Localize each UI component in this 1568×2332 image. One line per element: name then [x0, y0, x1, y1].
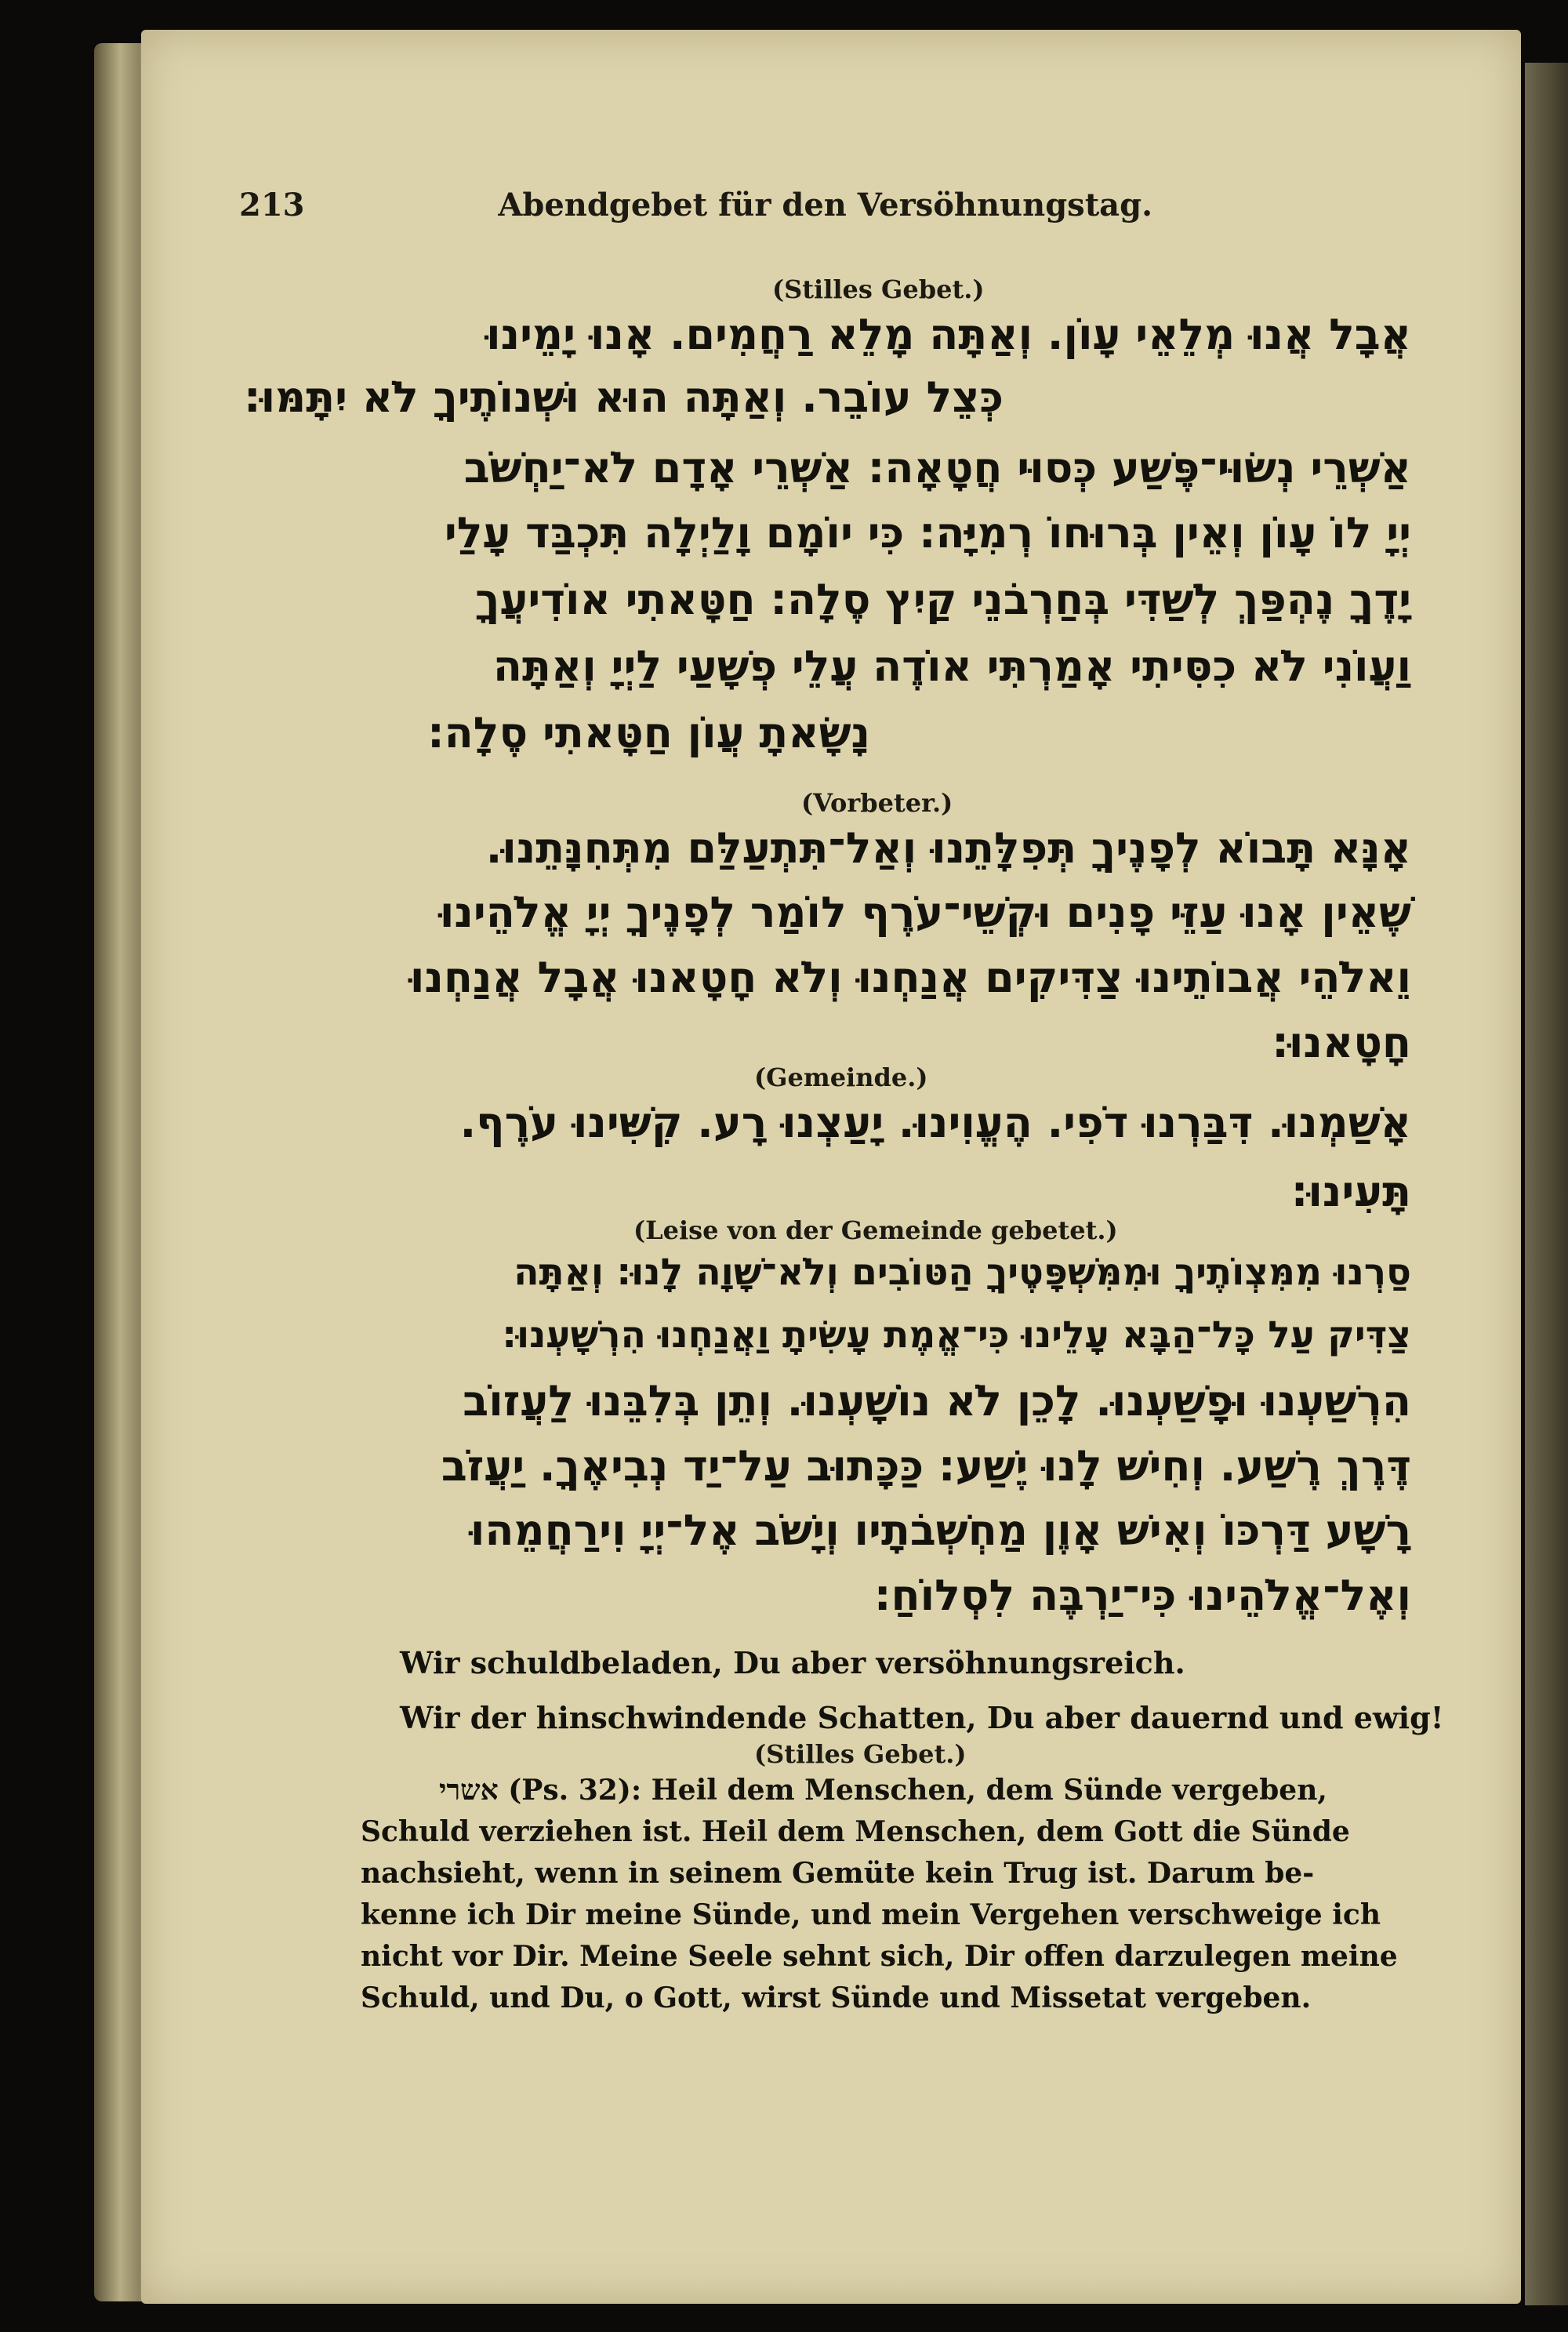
hebrew-line: יְיָ לוֹ עָוֹן וְאֵין בְּרוּחוֹ רְמִיָּה: כִּי יוֹמָם וָלַיְלָה תִּכְבַּד עָלַי [444, 508, 1411, 558]
hebrew-line: שֶׁאֵין אָנוּ עַזֵּי פָנִים וּקְשֵׁי־עֹרֶף לוֹמַר לְפָנֶיךָ יְיָ אֱלֹהֵינוּ [439, 888, 1411, 937]
running-title: Abendgebet für den Versöhnungstag. [498, 187, 1152, 223]
hebrew-line: יָדֶךָ נֶהְפַּךְ לְשַׁדִּי בְּחַרְבֹנֵי קַיִץ סֶלָה: חַטָּאתִי אוֹדִיעֲךָ [475, 575, 1411, 624]
hebrew-line: נָשָׂאתָ עֲוֹן חַטָּאתִי סֶלָה: [427, 708, 870, 757]
hebrew-line: סַרְנוּ מִמִּצְוֹתֶיךָ וּמִמִּשְׁפָּטֶיךָ הַטּוֹבִים וְלֹא־שָׁוָה לָנוּ: וְאַתָּה [514, 1251, 1411, 1294]
page-number: 213 [239, 187, 305, 223]
section-label-congregation: (Gemeinde.) [754, 1062, 928, 1092]
translation-paragraph-line: nicht vor Dir. Meine Seele sehnt sich, Dir offen darzulegen meine [361, 1940, 1398, 1973]
section-label-quietly-prayed: (Leise von der Gemeinde gebetet.) [633, 1215, 1118, 1245]
hebrew-line: אָנָּא תָּבוֹא לְפָנֶיךָ תְּפִלָּתֵנוּ וְאַל־תִּתְעַלַּם מִתְּחִנָּתֵנוּ. [485, 823, 1411, 873]
translation-paragraph-line: Schuld, und Du, o Gott, wirst Sünde und Missetat vergeben. [361, 1981, 1312, 2014]
hebrew-line: תָּעִינוּ: [1290, 1167, 1411, 1216]
hebrew-line: רָשָׁע דַּרְכּוֹ וְאִישׁ אָוֶן מַחְשְׁבֹתָיו וְיָשֹׁב אֶל־יְיָ וִירַחֲמֵהוּ [470, 1506, 1411, 1555]
hebrew-line: אָשַׁמְנוּ. דִּבַּרְנוּ דֹפִי. הֶעֱוִינוּ. יָעַצְנוּ רָע. קִשִּׁינוּ עֹרֶף. [459, 1098, 1411, 1147]
translation-paragraph-line: Schuld verziehen ist. Heil dem Menschen, dem Gott die Sünde [361, 1815, 1350, 1848]
hebrew-line: אֲבָל אֲנוּ מְלֵאֵי עָוֹן. וְאַתָּה מָלֵא רַחֲמִים. אָנוּ יָמֵינוּ [486, 310, 1411, 359]
hebrew-line: וַעֲוֹנִי לֹא כִסִּיתִי אָמַרְתִּי אוֹדֶה עֲלֵי פְשָׁעַי לַיְיָ וְאַתָּה [492, 641, 1411, 691]
facing-page-edge [1525, 63, 1568, 2305]
hebrew-line: צַדִּיק עַל כָּל־הַבָּא עָלֵינוּ כִּי־אֱמֶת עָשִׂיתָ וַאֲנַחְנוּ הִרְשָׁעְנוּ: [502, 1313, 1411, 1357]
hebrew-line: וֵאלֹהֵי אֲבוֹתֵינוּ צַדִּיקִים אֲנַחְנוּ וְלֹא חָטָאנוּ אֲבָל אֲנַחְנוּ [409, 953, 1411, 1002]
hebrew-line: אַשְׁרֵי נְשׂוּי־פֶּשַׁע כְּסוּי חֲטָאָה: אַשְׁרֵי אָדָם לֹא־יַחְשֹׁב [463, 443, 1411, 492]
translation-paragraph-line: kenne ich Dir meine Sünde, und mein Vergehen verschweige ich [361, 1898, 1381, 1931]
hebrew-line: הִרְשַׁעְנוּ וּפָשַׁעְנוּ. לָכֵן לֹא נוֹשָׁעְנוּ. וְתֵן בְּלִבֵּנוּ לַעֲזוֹב [463, 1376, 1411, 1426]
section-label-cantor: (Vorbeter.) [801, 788, 953, 818]
hebrew-line: וְאֶל־אֱלֹהֵינוּ כִּי־יַרְבֶּה לִסְלוֹחַ: [873, 1571, 1411, 1620]
translation-paragraph-line: אשרי (Ps. 32): Heil dem Menschen, dem Sünde vergeben, [439, 1774, 1327, 1807]
hebrew-line: כְּצֵל עוֹבֵר. וְאַתָּה הוּא וּשְׁנוֹתֶיךָ לֹא יִתָּמּוּ: [244, 372, 1004, 422]
section-label-silent-prayer: (Stilles Gebet.) [772, 274, 985, 304]
hebrew-line: חָטָאנוּ: [1272, 1018, 1411, 1067]
hebrew-line: דֶּרֶךְ רֶשַׁע. וְחִישׁ לָנוּ יֶשַׁע: כַּכָּתוּב עַל־יַד נְבִיאֶךָ. יַעֲזֹב [441, 1441, 1411, 1491]
translation-line: Wir der hinschwindende Schatten, Du aber dauernd und ewig! [400, 1700, 1444, 1735]
translation-paragraph-line: nachsieht, wenn in seinem Gemüte kein Trug ist. Darum be- [361, 1857, 1315, 1890]
translation-label-silent-prayer: (Stilles Gebet.) [754, 1739, 967, 1769]
running-header [239, 187, 1152, 234]
translation-line: Wir schuldbeladen, Du aber versöhnungsreich. [400, 1645, 1185, 1680]
